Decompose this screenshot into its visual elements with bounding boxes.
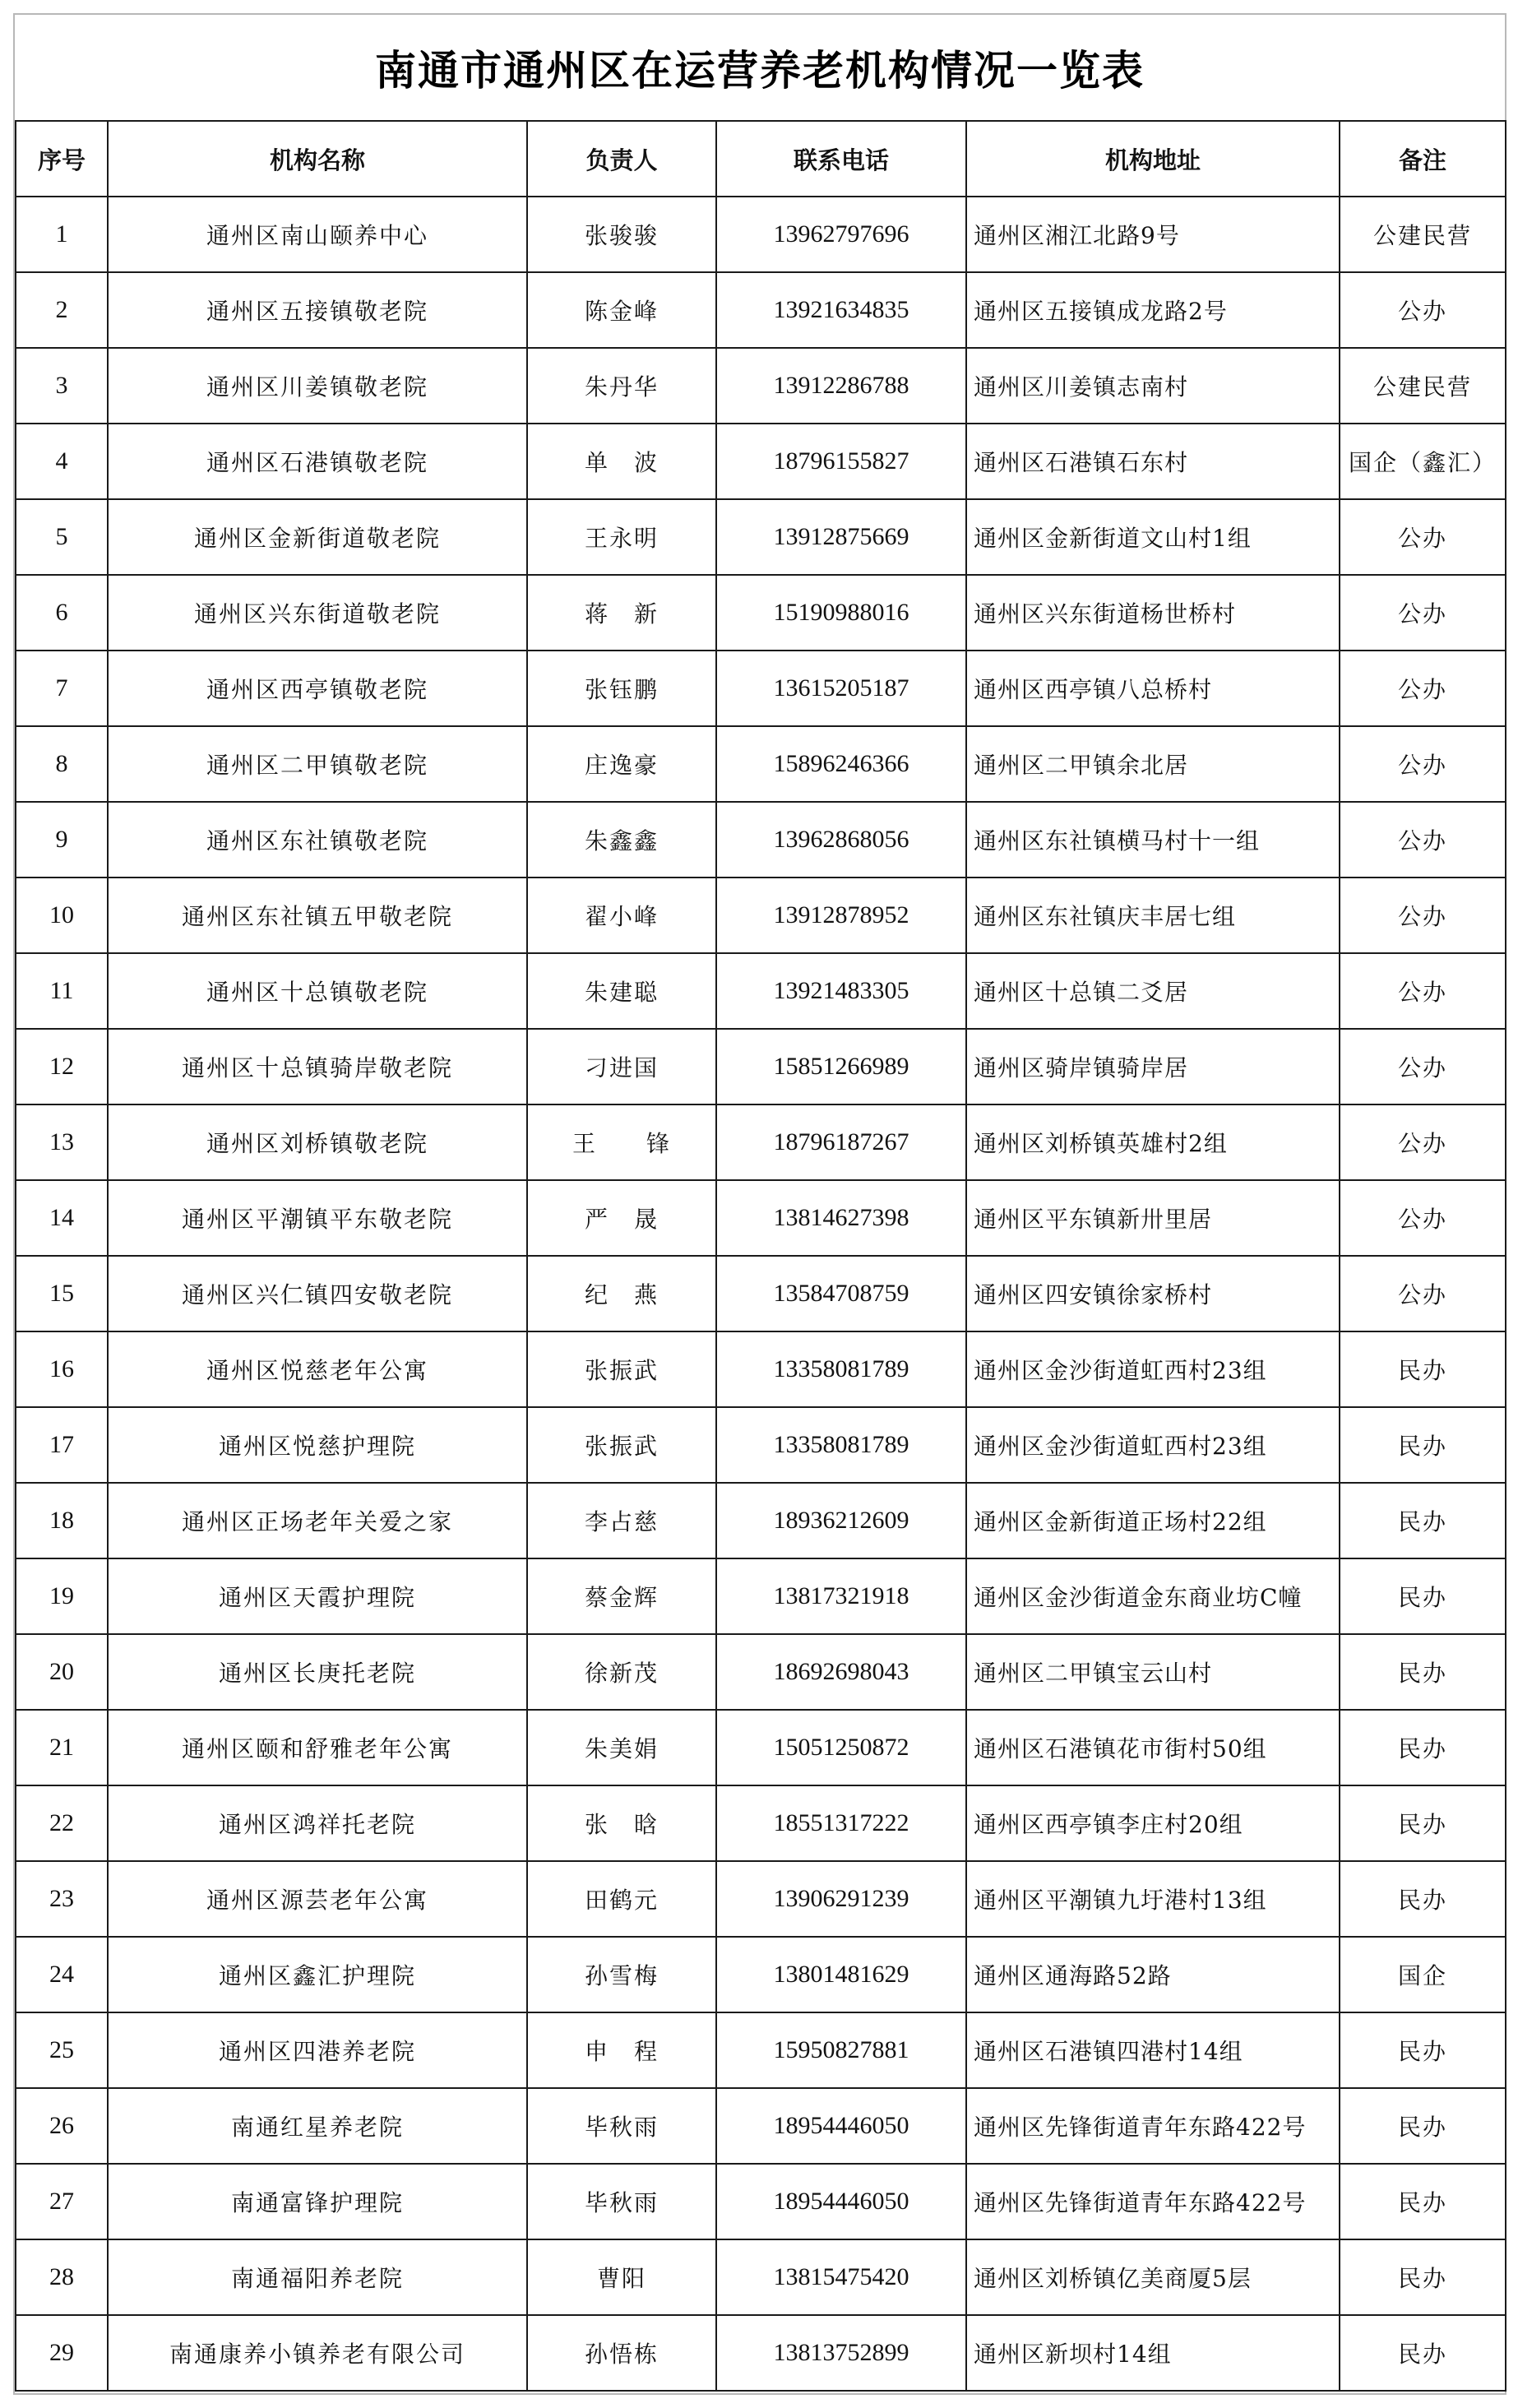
cell-index: 29 (16, 2315, 108, 2391)
header-index: 序号 (16, 121, 108, 197)
cell-name: 通州区十总镇骑岸敬老院 (108, 1029, 527, 1104)
cell-phone: 18692698043 (716, 1634, 966, 1710)
cell-phone: 18954446050 (716, 2088, 966, 2164)
cell-phone: 13921483305 (716, 953, 966, 1029)
cell-phone: 13358081789 (716, 1331, 966, 1407)
cell-person: 蔡金辉 (527, 1558, 716, 1634)
cell-person: 张振武 (527, 1331, 716, 1407)
table-row (16, 1029, 1506, 1104)
cell-address: 通州区刘桥镇亿美商厦5层 (966, 2239, 1340, 2315)
cell-name: 通州区西亭镇敬老院 (108, 651, 527, 726)
table-row (16, 1558, 1506, 1634)
cell-note: 公办 (1340, 575, 1506, 651)
cell-index: 4 (16, 424, 108, 499)
cell-name: 通州区二甲镇敬老院 (108, 726, 527, 802)
cell-person: 翟小峰 (527, 878, 716, 953)
cell-phone: 13801481629 (716, 1937, 966, 2012)
cell-person: 朱美娟 (527, 1710, 716, 1785)
table-row (16, 1785, 1506, 1861)
cell-phone: 18796187267 (716, 1104, 966, 1180)
cell-name: 通州区川姜镇敬老院 (108, 348, 527, 424)
cell-person: 曹阳 (527, 2239, 716, 2315)
cell-person: 张骏骏 (527, 197, 716, 272)
cell-person: 王永明 (527, 499, 716, 575)
cell-note: 民办 (1340, 2164, 1506, 2239)
cell-phone: 13814627398 (716, 1180, 966, 1256)
cell-index: 15 (16, 1256, 108, 1331)
cell-index: 10 (16, 878, 108, 953)
cell-phone: 15851266989 (716, 1029, 966, 1104)
table-row (16, 726, 1506, 802)
cell-address: 通州区川姜镇志南村 (966, 348, 1340, 424)
table-row (16, 424, 1506, 499)
cell-name: 通州区兴仁镇四安敬老院 (108, 1256, 527, 1331)
table-row (16, 2164, 1506, 2239)
cell-note: 民办 (1340, 1558, 1506, 1634)
cell-person: 毕秋雨 (527, 2088, 716, 2164)
cell-name: 通州区四港养老院 (108, 2012, 527, 2088)
table-row (16, 953, 1506, 1029)
cell-phone: 13358081789 (716, 1407, 966, 1483)
cell-index: 20 (16, 1634, 108, 1710)
cell-index: 2 (16, 272, 108, 348)
cell-note: 国企 (1340, 1937, 1506, 2012)
cell-note: 民办 (1340, 1634, 1506, 1710)
cell-address: 通州区刘桥镇英雄村2组 (966, 1104, 1340, 1180)
cell-note: 公办 (1340, 726, 1506, 802)
table-header-row (16, 121, 1506, 197)
cell-person: 纪 燕 (527, 1256, 716, 1331)
cell-person: 朱丹华 (527, 348, 716, 424)
table-row (16, 1937, 1506, 2012)
cell-address: 通州区五接镇成龙路2号 (966, 272, 1340, 348)
cell-index: 27 (16, 2164, 108, 2239)
cell-person: 孙悟栋 (527, 2315, 716, 2391)
table-row (16, 1256, 1506, 1331)
header-phone: 联系电话 (716, 121, 966, 197)
cell-person: 张振武 (527, 1407, 716, 1483)
cell-name: 通州区平潮镇平东敬老院 (108, 1180, 527, 1256)
cell-name: 南通富锋护理院 (108, 2164, 527, 2239)
cell-person: 陈金峰 (527, 272, 716, 348)
cell-index: 12 (16, 1029, 108, 1104)
cell-name: 通州区南山颐养中心 (108, 197, 527, 272)
cell-index: 1 (16, 197, 108, 272)
cell-person: 王 锋 (527, 1104, 716, 1180)
document-title: 南通市通州区在运营养老机构情况一览表 (375, 46, 1145, 95)
cell-name: 南通福阳养老院 (108, 2239, 527, 2315)
cell-phone: 13815475420 (716, 2239, 966, 2315)
cell-address: 通州区平东镇新卅里居 (966, 1180, 1340, 1256)
cell-name: 通州区鑫汇护理院 (108, 1937, 527, 2012)
cell-phone: 18551317222 (716, 1785, 966, 1861)
cell-index: 19 (16, 1558, 108, 1634)
cell-name: 通州区十总镇敬老院 (108, 953, 527, 1029)
cell-index: 7 (16, 651, 108, 726)
cell-name: 通州区五接镇敬老院 (108, 272, 527, 348)
table-row (16, 1861, 1506, 1937)
cell-index: 3 (16, 348, 108, 424)
cell-name: 通州区兴东街道敬老院 (108, 575, 527, 651)
cell-note: 国企（鑫汇） (1340, 424, 1506, 499)
cell-name: 通州区天霞护理院 (108, 1558, 527, 1634)
cell-index: 11 (16, 953, 108, 1029)
cell-index: 21 (16, 1710, 108, 1785)
cell-person: 孙雪梅 (527, 1937, 716, 2012)
table-row (16, 575, 1506, 651)
cell-address: 通州区金新街道正场村22组 (966, 1483, 1340, 1558)
cell-note: 民办 (1340, 1407, 1506, 1483)
cell-phone: 15896246366 (716, 726, 966, 802)
cell-note: 民办 (1340, 1861, 1506, 1937)
cell-address: 通州区先锋街道青年东路422号 (966, 2088, 1340, 2164)
cell-person: 朱鑫鑫 (527, 802, 716, 878)
table-row (16, 2012, 1506, 2088)
cell-address: 通州区金沙街道虹西村23组 (966, 1331, 1340, 1407)
cell-index: 5 (16, 499, 108, 575)
cell-note: 公办 (1340, 802, 1506, 878)
header-address: 机构地址 (966, 121, 1340, 197)
header-note: 备注 (1340, 121, 1506, 197)
cell-name: 通州区石港镇敬老院 (108, 424, 527, 499)
table-row (16, 1104, 1506, 1180)
cell-note: 民办 (1340, 2315, 1506, 2391)
table-body (16, 197, 1506, 2391)
cell-name: 通州区悦慈护理院 (108, 1407, 527, 1483)
table-row (16, 1331, 1506, 1407)
cell-address: 通州区西亭镇李庄村20组 (966, 1785, 1340, 1861)
table-row (16, 2315, 1506, 2391)
cell-person: 严 晟 (527, 1180, 716, 1256)
cell-address: 通州区金新街道文山村1组 (966, 499, 1340, 575)
cell-index: 9 (16, 802, 108, 878)
cell-phone: 15950827881 (716, 2012, 966, 2088)
table-row (16, 1710, 1506, 1785)
cell-note: 民办 (1340, 2012, 1506, 2088)
cell-name: 通州区悦慈老年公寓 (108, 1331, 527, 1407)
cell-phone: 18936212609 (716, 1483, 966, 1558)
cell-name: 通州区东社镇敬老院 (108, 802, 527, 878)
cell-phone: 13813752899 (716, 2315, 966, 2391)
cell-index: 18 (16, 1483, 108, 1558)
cell-address: 通州区石港镇石东村 (966, 424, 1340, 499)
cell-address: 通州区四安镇徐家桥村 (966, 1256, 1340, 1331)
cell-index: 23 (16, 1861, 108, 1937)
table-row (16, 272, 1506, 348)
cell-person: 徐新茂 (527, 1634, 716, 1710)
cell-note: 民办 (1340, 2088, 1506, 2164)
cell-phone: 13921634835 (716, 272, 966, 348)
cell-note: 公办 (1340, 1104, 1506, 1180)
cell-phone: 18954446050 (716, 2164, 966, 2239)
cell-phone: 13912875669 (716, 499, 966, 575)
cell-phone: 13962868056 (716, 802, 966, 878)
cell-person: 单 波 (527, 424, 716, 499)
header-name: 机构名称 (108, 121, 527, 197)
cell-index: 24 (16, 1937, 108, 2012)
cell-address: 通州区平潮镇九圩港村13组 (966, 1861, 1340, 1937)
cell-phone: 13962797696 (716, 197, 966, 272)
cell-phone: 15051250872 (716, 1710, 966, 1785)
table-row (16, 348, 1506, 424)
cell-note: 公办 (1340, 878, 1506, 953)
cell-note: 民办 (1340, 1331, 1506, 1407)
cell-note: 民办 (1340, 1785, 1506, 1861)
cell-phone: 13584708759 (716, 1256, 966, 1331)
cell-name: 通州区长庚托老院 (108, 1634, 527, 1710)
cell-note: 公办 (1340, 651, 1506, 726)
cell-address: 通州区湘江北路9号 (966, 197, 1340, 272)
cell-phone: 13906291239 (716, 1861, 966, 1937)
cell-name: 通州区金新街道敬老院 (108, 499, 527, 575)
cell-note: 公办 (1340, 272, 1506, 348)
cell-phone: 13817321918 (716, 1558, 966, 1634)
cell-address: 通州区二甲镇宝云山村 (966, 1634, 1340, 1710)
cell-name: 通州区鸿祥托老院 (108, 1785, 527, 1861)
cell-index: 28 (16, 2239, 108, 2315)
cell-index: 8 (16, 726, 108, 802)
cell-name: 通州区颐和舒雅老年公寓 (108, 1710, 527, 1785)
cell-name: 南通康养小镇养老有限公司 (108, 2315, 527, 2391)
cell-name: 通州区东社镇五甲敬老院 (108, 878, 527, 953)
cell-person: 张 晗 (527, 1785, 716, 1861)
cell-address: 通州区二甲镇余北居 (966, 726, 1340, 802)
table-row (16, 197, 1506, 272)
cell-index: 13 (16, 1104, 108, 1180)
cell-name: 通州区源芸老年公寓 (108, 1861, 527, 1937)
table-row (16, 2239, 1506, 2315)
cell-note: 民办 (1340, 1710, 1506, 1785)
cell-name: 通州区正场老年关爱之家 (108, 1483, 527, 1558)
cell-phone: 15190988016 (716, 575, 966, 651)
cell-address: 通州区东社镇横马村十一组 (966, 802, 1340, 878)
cell-index: 25 (16, 2012, 108, 2088)
cell-note: 公建民营 (1340, 348, 1506, 424)
cell-address: 通州区金沙街道金东商业坊C幢 (966, 1558, 1340, 1634)
cell-name: 通州区刘桥镇敬老院 (108, 1104, 527, 1180)
header-person: 负责人 (527, 121, 716, 197)
cell-index: 6 (16, 575, 108, 651)
cell-address: 通州区金沙街道虹西村23组 (966, 1407, 1340, 1483)
cell-person: 田鹤元 (527, 1861, 716, 1937)
cell-address: 通州区十总镇二爻居 (966, 953, 1340, 1029)
cell-name: 南通红星养老院 (108, 2088, 527, 2164)
table-row (16, 1634, 1506, 1710)
cell-note: 民办 (1340, 2239, 1506, 2315)
table-row (16, 1407, 1506, 1483)
cell-person: 庄逸豪 (527, 726, 716, 802)
cell-address: 通州区石港镇四港村14组 (966, 2012, 1340, 2088)
cell-index: 16 (16, 1331, 108, 1407)
cell-index: 26 (16, 2088, 108, 2164)
cell-person: 蒋 新 (527, 575, 716, 651)
cell-address: 通州区石港镇花市街村50组 (966, 1710, 1340, 1785)
table-row (16, 1180, 1506, 1256)
cell-person: 朱建聪 (527, 953, 716, 1029)
cell-person: 张钰鹏 (527, 651, 716, 726)
cell-person: 申 程 (527, 2012, 716, 2088)
cell-person: 刁进国 (527, 1029, 716, 1104)
cell-index: 22 (16, 1785, 108, 1861)
table-row (16, 2088, 1506, 2164)
cell-address: 通州区新坝村14组 (966, 2315, 1340, 2391)
cell-index: 14 (16, 1180, 108, 1256)
table-row (16, 499, 1506, 575)
cell-phone: 13912878952 (716, 878, 966, 953)
cell-address: 通州区先锋街道青年东路422号 (966, 2164, 1340, 2239)
cell-phone: 13615205187 (716, 651, 966, 726)
cell-note: 公办 (1340, 953, 1506, 1029)
cell-address: 通州区兴东街道杨世桥村 (966, 575, 1340, 651)
cell-phone: 13912286788 (716, 348, 966, 424)
cell-phone: 18796155827 (716, 424, 966, 499)
table-row (16, 802, 1506, 878)
cell-note: 公建民营 (1340, 197, 1506, 272)
cell-note: 公办 (1340, 499, 1506, 575)
document-sheet (13, 13, 1506, 2395)
cell-note: 公办 (1340, 1180, 1506, 1256)
table-row (16, 651, 1506, 726)
cell-index: 17 (16, 1407, 108, 1483)
cell-address: 通州区东社镇庆丰居七组 (966, 878, 1340, 953)
cell-note: 民办 (1340, 1483, 1506, 1558)
cell-person: 李占慈 (527, 1483, 716, 1558)
institutions-table (15, 120, 1506, 2392)
table-row (16, 878, 1506, 953)
cell-person: 毕秋雨 (527, 2164, 716, 2239)
cell-note: 公办 (1340, 1029, 1506, 1104)
table-row (16, 1483, 1506, 1558)
cell-address: 通州区骑岸镇骑岸居 (966, 1029, 1340, 1104)
cell-address: 通州区通海路52路 (966, 1937, 1340, 2012)
cell-address: 通州区西亭镇八总桥村 (966, 651, 1340, 726)
cell-note: 公办 (1340, 1256, 1506, 1331)
